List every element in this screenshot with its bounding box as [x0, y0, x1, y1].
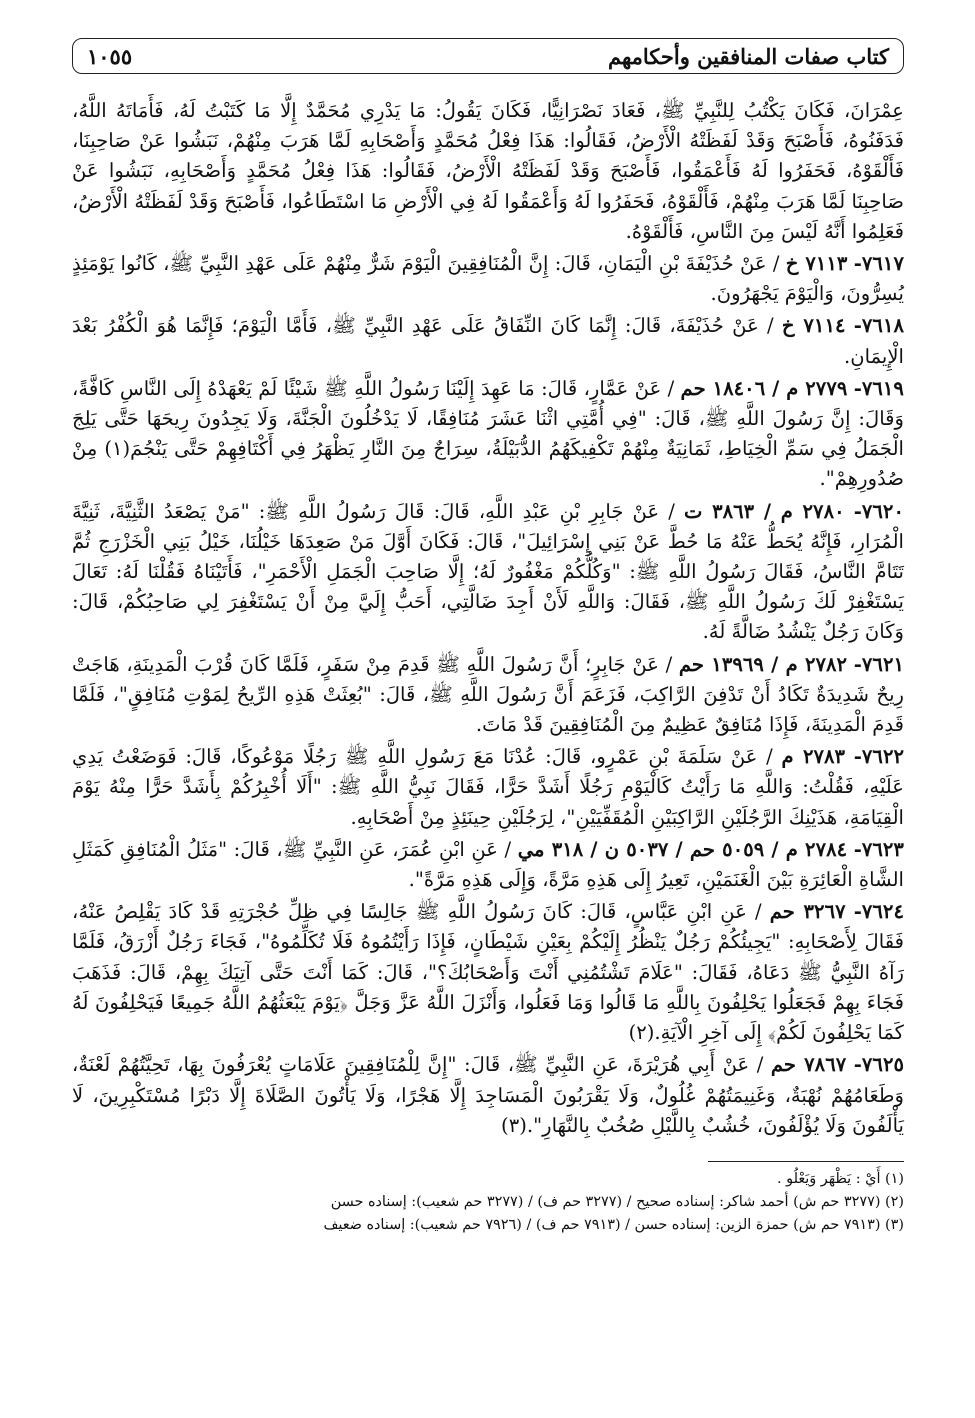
hadith-refs: ٧١١٤ خ — [781, 314, 846, 338]
hadith-text: / عَنْ جَابِرِ بْنِ عَبْدِ اللَّهِ، قَالَ: قَالَ رَسُولُ اللَّهِ ﷺ: "مَنْ يَصْعَدُ الثَّنِيَّةَ، ثَنِيَّةَ الْمُرَارِ، فَإِنَّهُ يُحَطُّ عَنْهُ مَا حُطَّ عَنْ بَنِي إِسْرَائِيلَ"، قَالَ: فَكَانَ أَوَّلَ مَنْ صَعِدَهَا خَيْلُنَا، خَيْلُ بَنِي الْخَزْرَجِ ثُمَّ تَتَامَّ النَّاسُ، فَقَالَ رَسُولُ اللَّهِ ﷺ: "وَكُلُّكُمْ مَغْفُورٌ لَهُ؛ إِلَّا صَاحِبَ الْجَمَلِ الْأَحْمَرِ"، فَأَتَيْنَاهُ فَقُلْنَا لَهُ: تَعَالَ يَسْتَغْفِرْ لَكَ رَسُولُ اللَّهِ ﷺ، فَقَالَ: وَاللَّهِ لَأَنْ أَجِدَ ضَالَّتِي، أَحَبُّ إِلَيَّ مِنْ أَنْ يَسْتَغْفِرَ لِي صَاحِبُكُمْ، قَالَ: وَكَانَ رَجُلٌ يَنْشُدُ ضَالَّةً لَهُ. — [72, 499, 904, 644]
book-title: كتاب صفات المنافقين وأحكامهم — [607, 43, 889, 69]
hadith-refs: ٢٧٧٩ م / ١٨٤٠٦ حم — [680, 376, 848, 400]
hadith-7624 — [72, 897, 904, 1048]
hadith-number: ٧٦٢٥- — [853, 1053, 905, 1077]
hadith-7622 — [72, 742, 904, 833]
hadith-number: ٧٦١٧- — [853, 252, 904, 276]
footnote-3: (٣) (٧٩١٣ حم ش) حمزة الزين: إسناده حسن / (٧٩١٣ حم ف) / (٧٩٢٦ حم شعيب): إسناده ضعيف — [323, 1216, 904, 1233]
page — [72, 38, 904, 1237]
footnotes — [72, 1168, 904, 1237]
main-text — [72, 96, 904, 1141]
hadith-refs: ٣٢٦٧ حم — [769, 900, 846, 924]
hadith-number: ٧٦٢٣- — [853, 837, 904, 861]
hadith-text: / عَنِ ابْنِ عَبَّاسٍ، قَالَ: كَانَ رَسُولُ اللَّهِ ﷺ جَالِسًا فِي ظِلِّ حُجْرَتِهِ قَدْ كَادَ يَقْلِصُ عَنْهُ، فَقَالَ لِأَصْحَابِهِ: "يَجِيئُكُمْ رَجُلٌ يَنْظُرُ إِلَيْكُمْ بِعَيْنِ شَيْطَانٍ، فَإِذَا رَأَيْتُمُوهُ فَلَا تُكَلِّمُوهُ"، فَجَاءَ رَجُلٌ أَزْرَقُ، فَلَمَّا رَآهُ النَّبِيُّ ﷺ دَعَاهُ، فَقَالَ: "عَلَامَ تَشْتُمُنِي أَنْتَ وَأَصْحَابُكَ؟"، قَالَ: كَمَا أَنْتَ حَتَّى آتِيَكَ بِهِمْ، قَالَ: فَذَهَبَ فَجَاءَ بِهِمْ فَجَعَلُوا يَحْلِفُونَ بِاللَّهِ مَا قَالُوا وَمَا فَعَلُوا، وَأَنْزَلَ اللَّهُ عَزَّ وَجَلَّ ﴿يَوْمَ يَبْعَثُهُمُ اللَّهُ جَمِيعًا فَيَحْلِفُونَ لَهُ كَمَا يَحْلِفُونَ لَكُمْ﴾ إِلَى آخِرِ الْآيَةِ.(٢) — [72, 900, 904, 1045]
hadith-refs: ٧١١٣ خ — [785, 252, 848, 276]
hadith-text: / عَنِ ابْنِ عُمَرَ، عَنِ النَّبِيِّ ﷺ، قَالَ: "مَثَلُ الْمُنَافِقِ كَمَثَلِ الشَّاةِ الْعَائِرَةِ بَيْنَ الْغَنَمَيْنِ، تَعِيرُ إِلَى هَذِهِ مَرَّةً، وَإِلَى هَذِهِ مَرَّةً". — [72, 837, 904, 892]
hadith-number: ٧٦١٨- — [853, 314, 904, 338]
hadith-7625 — [72, 1050, 904, 1141]
hadith-number: ٧٦٢١- — [853, 652, 905, 676]
hadith-7620 — [72, 497, 904, 648]
footnote-2: (٢) (٣٢٧٧ حم ش) أحمد شاكر: إسناده صحيح / (٣٢٧٧ حم ف) / (٣٢٧٧ حم شعيب): إسناده حسن — [330, 1193, 904, 1210]
hadith-7619 — [72, 374, 904, 495]
hadith-refs: ٢٧٨٤ م / ٥٠٥٩ حم / ٥٠٣٧ ن / ٣١٨ مي — [517, 837, 848, 861]
page-number: ١٠٥٥ — [87, 43, 133, 69]
page-header — [72, 38, 904, 74]
hadith-text: / عَنْ جَابِرٍ؛ أَنَّ رَسُولَ اللَّهِ ﷺ قَدِمَ مِنْ سَفَرٍ، فَلَمَّا كَانَ قُرْبَ الْمَدِينَةِ، هَاجَتْ رِيحٌ شَدِيدَةٌ تَكَادُ أَنْ تَدْفِنَ الرَّاكِبَ، فَزَعَمَ أَنَّ رَسُولَ اللَّهِ ﷺ، قَالَ: "بُعِثَتْ هَذِهِ الرِّيحُ لِمَوْتِ مُنَافِقٍ"، فَلَمَّا قَدِمَ الْمَدِينَةَ، فَإِذَا مُنَافِقٌ عَظِيمٌ مِنَ الْمُنَافِقِينَ قَدْ مَاتَ. — [72, 652, 904, 737]
hadith-number: ٧٦٢٠- — [853, 499, 904, 523]
intro-paragraph: عِمْرَانَ، فَكَانَ يَكْتُبُ لِلنَّبِيِّ ﷺ، فَعَادَ نَصْرَانِيًّا، فَكَانَ يَقُولُ: مَا يَدْرِي مُحَمَّدٌ إِلَّا مَا كَتَبْتُ لَهُ، فَأَمَاتَهُ اللَّهُ، فَدَفَنُوهُ، فَأَصْبَحَ وَقَدْ لَفَظَتْهُ الْأَرْضُ، فَقَالُوا: هَذَا فِعْلُ مُحَمَّدٍ وَأَصْحَابِهِ لَمَّا هَرَبَ مِنْهُمْ، نَبَشُوا عَنْ صَاحِبِنَا، فَأَلْقَوْهُ، فَحَفَرُوا لَهُ فَأَعْمَقُوا، فَأَصْبَحَ وَقَدْ لَفَظَتْهُ الْأَرْضُ، فَقَالُوا: هَذَا فِعْلُ مُحَمَّدٍ وَأَصْحَابِهِ، نَبَشُوا عَنْ صَاحِبِنَا لَمَّا هَرَبَ مِنْهُمْ، فَأَلْقَوْهُ، فَحَفَرُوا لَهُ وَأَعْمَقُوا لَهُ فِي الْأَرْضِ مَا اسْتَطَاعُوا، فَأَصْبَحَ وَقَدْ لَفَظَتْهُ الْأَرْضُ، فَعَلِمُوا أَنَّهُ لَيْسَ مِنَ النَّاسِ، فَأَلْقَوْهُ. — [72, 99, 904, 243]
hadith-7617 — [72, 249, 904, 309]
hadith-text: / عَنْ سَلَمَةَ بْنِ عَمْرٍو، قَالَ: عُدْنَا مَعَ رَسُولِ اللَّهِ ﷺ رَجُلًا مَوْعُوكًا، قَالَ: فَوَضَعْتُ يَدِي عَلَيْهِ، فَقُلْتُ: وَاللَّهِ مَا رَأَيْتُ كَالْيَوْمِ رَجُلًا أَشَدَّ حَرًّا، فَقَالَ نَبِيُّ اللَّهِ ﷺ: "أَلَا أُخْبِرُكُمْ بِأَشَدَّ حَرًّا مِنْهُ يَوْمَ الْقِيَامَةِ، هَذَيْنِكَ الرَّجُلَيْنِ الرَّاكِبَيْنِ الْمُقَفِّيَيْنِ"، لِرَجُلَيْنِ حِينَئِذٍ مِنْ أَصْحَابِهِ. — [72, 745, 904, 829]
hadith-7618 — [72, 311, 904, 371]
hadith-number: ٧٦٢٢- — [853, 745, 905, 769]
hadith-refs: ٢٧٨٣ م — [781, 745, 846, 769]
hadith-7623 — [72, 835, 904, 895]
footnote-1: (١) أَيْ : يَظْهَر وَيَعْلُو . — [776, 1170, 904, 1187]
hadith-number: ٧٦١٩- — [853, 376, 904, 400]
hadith-text: / عَنْ عَمَّارٍ، قَالَ: مَا عَهِدَ إِلَيْنَا رَسُولُ اللَّهِ ﷺ شَيْئًا لَمْ يَعْهَدْهُ إِلَى النَّاسِ كَافَّةً، وَقَالَ: إِنَّ رَسُولَ اللَّهِ ﷺ، قَالَ: "فِي أُمَّتِي اثْنَا عَشَرَ مُنَافِقًا، لَا يَدْخُلُونَ الْجَنَّةَ، وَلَا يَجِدُونَ رِيحَهَا حَتَّى يَلِجَ الْجَمَلُ فِي سَمِّ الْخِيَاطِ، ثَمَانِيَةٌ مِنْهُمْ تَكْفِيكَهُمُ الدُّبَيْلَةُ، سِرَاجٌ مِنَ النَّارِ يَظْهَرُ فِي أَكْتَافِهِمْ حَتَّى يَنْجُمَ(١) مِنْ صُدُورِهِمْ". — [72, 376, 904, 491]
hadith-refs: ٧٨٦٧ حم — [770, 1053, 847, 1077]
hadith-text: / عَنْ حُذَيْفَةَ، قَالَ: إِنَّمَا كَانَ النِّفَاقُ عَلَى عَهْدِ النَّبِيِّ ﷺ، فَأَمَّا الْيَوْمَ؛ فَإِنَّمَا هُوَ الْكُفْرُ بَعْدَ الْإِيمَانِ. — [72, 314, 904, 368]
footnote-divider — [708, 1161, 904, 1162]
hadith-7621 — [72, 650, 904, 741]
hadith-text: / عَنْ حُذَيْفَةَ بْنِ الْيَمَانِ، قَالَ: إِنَّ الْمُنَافِقِينَ الْيَوْمَ شَرٌّ مِنْهُمْ عَلَى عَهْدِ النَّبِيِّ ﷺ، كَانُوا يَوْمَئِذٍ يُسِرُّونَ، وَالْيَوْمَ يَجْهَرُونَ. — [72, 252, 904, 306]
hadith-refs: ٢٧٨٢ م / ١٣٩٦٩ حم — [678, 652, 848, 676]
hadith-number: ٧٦٢٤- — [853, 900, 904, 924]
hadith-text: / عَنْ أَبِي هُرَيْرَةَ، عَنِ النَّبِيِّ ﷺ، قَالَ: "إِنَّ لِلْمُنَافِقِينَ عَلَامَاتٍ يُعْرَفُونَ بِهَا، تَحِيَّتُهُمْ لَعْنَةٌ، وَطَعَامُهُمْ نُهْبَةٌ، وَغَنِيمَتُهُمْ غُلُولٌ، وَلَا يَقْرَبُونَ الْمَسَاجِدَ إِلَّا هَجْرًا، وَلَا يَأْتُونَ الصَّلَاةَ إِلَّا دَبْرًا مُسْتَكْبِرِينَ، لَا يَأْلَفُونَ وَلَا يُؤْلَفُونَ، خُشُبٌ بِاللَّيْلِ صُخُبٌ بِالنَّهَارِ".(٣) — [72, 1053, 904, 1137]
hadith-refs: ٢٧٨٠ م / ٣٨٦٣ ت — [683, 499, 845, 523]
